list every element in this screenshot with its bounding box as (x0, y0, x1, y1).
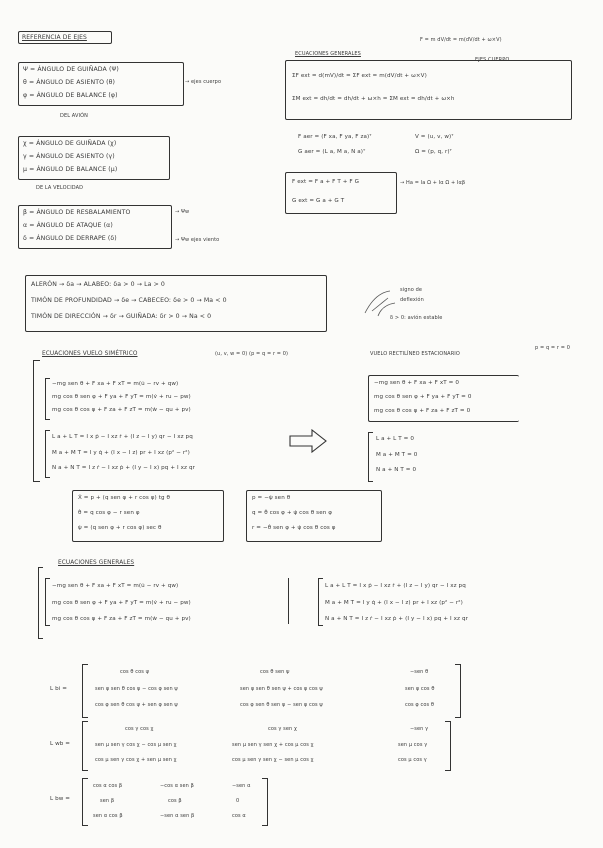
f-ext-note: → Ha = Ia Ω + Iα Ω + Iαβ (400, 180, 466, 186)
m1-r1c0: sen φ sen θ cos ψ − cos φ sen ψ (95, 686, 178, 692)
header-referencia-ejes: REFERENCIA DE EJES (22, 34, 87, 41)
m3-r1c1: cos β (168, 798, 182, 804)
wind-angle-chi: χ = ÁNGULO DE GUIÑADA (χ) (23, 140, 117, 147)
force-left-y: mg cos θ sen φ + F ya + F yT = m(v̇ + ru − pw) (52, 394, 191, 400)
m2-r1c1: sen μ sen γ sen χ + cos μ cos χ (232, 742, 314, 748)
m2-r1c2: sen μ cos γ (398, 742, 428, 748)
matrix3-bracket-right (262, 778, 268, 826)
body-caption: DEL AVIÓN (60, 113, 88, 119)
kin-right-1: p = −ψ̇ sen θ (252, 495, 291, 501)
matrix3-bracket-left (82, 778, 88, 826)
ejes-cuerpo-label: EJES CUERPO (475, 57, 510, 63)
eq-right-cond: p = q = r = 0 (535, 345, 570, 351)
sign-rule-elevator: TIMÓN DE PROFUNDIDAD → δe → CABECEO: δe > 0 → Ma < 0 (31, 297, 227, 304)
m2-r2c1: cos μ sen γ sen χ − sen μ cos χ (232, 757, 314, 763)
sum-box (285, 57, 572, 120)
gen-moment-n: N a + N T = I z ṙ − I xz ṗ + (I y − I x) pq + I xz qr (325, 616, 468, 622)
force-right-x: −mg sen θ + F xa + F xT = 0 (374, 380, 460, 386)
gen-force-z: mg cos θ cos φ + F za + F zT = m(ẇ − qu + pv) (52, 616, 191, 622)
m1-r2c0: cos φ sen θ cos ψ + sen φ sen ψ (95, 702, 178, 708)
m1-r0c1: cos θ sen ψ (260, 669, 290, 675)
matrix1-bracket-left (82, 664, 88, 718)
kin-left-3: ψ̇ = (q sen φ + r cos φ) sec θ (78, 525, 162, 531)
moment-right-n: N a + N T = 0 (376, 467, 417, 473)
kin-right-3: r = −θ̇ sen φ + ψ̇ cos θ cos φ (252, 525, 336, 531)
aero-angle-delta: δ = ÁNGULO DE DERRAPE (δ) (23, 235, 117, 242)
gen-force-x: −mg sen θ + F xa + F xT = m(u̇ − rv + qw) (52, 583, 179, 589)
m3-r2c2: cos α (232, 813, 246, 819)
body-angle-theta: θ = ÁNGULO DE ASIENTO (θ) (23, 79, 116, 86)
m1-r2c1: cos φ sen θ sen ψ − sen φ cos ψ (240, 702, 323, 708)
sign-rule-aileron: ALERÓN → δa → ALABEO: δa > 0 → La > 0 (31, 281, 165, 288)
m3-r1c2: 0 (236, 798, 240, 804)
eq-right-header: VUELO RECTILÍNEO ESTACIONARIO (370, 351, 460, 357)
right-header: ECUACIONES GENERALES (295, 51, 361, 57)
m3-r0c2: −sen α (232, 783, 251, 789)
m2-r2c0: cos μ sen γ cos χ + sen μ sen χ (95, 757, 177, 763)
moment-left-n: N a + N T = I z ṙ − I xz ṗ + (I y − I x) pq + I xz qr (52, 465, 195, 471)
force-right-y: mg cos θ sen φ + F ya + F yT = 0 (374, 394, 472, 400)
general-moments-bracket (318, 578, 323, 626)
m3-r2c1: −sen α sen β (160, 813, 195, 819)
gen-force-y: mg cos θ sen φ + F ya + F yT = m(v̇ + ru − pw) (52, 600, 191, 606)
m1-r2c2: cos φ cos θ (405, 702, 435, 708)
kin-left-1: Ẋ = p + (q sen φ + r cos φ) tg θ (78, 495, 171, 501)
body-angle-phi: φ = ÁNGULO DE BALANCE (φ) (23, 92, 118, 99)
wind-angle-gamma: γ = ÁNGULO DE ASIENTO (γ) (23, 153, 115, 160)
general-divider (288, 578, 289, 624)
sign-note-1: signo de (400, 287, 423, 293)
g-aer: G aer = (L a, M a, N a)ᵀ (298, 149, 366, 155)
wind-angle-mu: μ = ÁNGULO DE BALANCE (μ) (23, 166, 118, 173)
forces-left-bracket (45, 378, 50, 420)
g-ext: G ext = G a + G T (292, 198, 345, 204)
general-forces-bracket (45, 578, 50, 626)
f-aer: F aer = (F xa, F ya, F za)ᵀ (298, 134, 372, 140)
m2-r0c0: cos γ cos χ (125, 726, 154, 732)
matrix1-label: L bi = (50, 686, 68, 692)
body-note: → ejes cuerpo (185, 79, 222, 85)
eq-cond: (u, v, w = 0) (p = q = r = 0) (215, 351, 289, 357)
kin-right-2: q = θ̇ cos φ + ψ̇ cos θ sen φ (252, 510, 333, 516)
body-angle-psi: Ψ = ÁNGULO DE GUIÑADA (Ψ) (23, 66, 119, 73)
eq-bracket (33, 360, 40, 482)
arrow-icon (288, 428, 330, 454)
force-left-z: mg cos θ cos φ + F za + F zT = m(ẇ − qu + pv) (52, 407, 191, 413)
moment-right-m: M a + M T = 0 (376, 452, 418, 458)
matrix2-bracket-left (82, 721, 88, 771)
force-right-z: mg cos θ cos φ + F za + F zT = 0 (374, 408, 471, 414)
aero-note-2: → Ψw ejes viento (175, 237, 220, 243)
force-left-x: −mg sen θ + F xa + F xT = m(u̇ − rv + qw) (52, 381, 179, 387)
m1-r1c1: sen φ sen θ sen ψ + cos φ cos ψ (240, 686, 323, 692)
general-bracket (38, 567, 43, 639)
kin-left-2: θ̇ = q cos φ − r sen φ (78, 510, 140, 516)
matrix2-bracket-right (445, 721, 451, 771)
m1-r0c2: −sen θ (410, 669, 429, 675)
m1-r0c0: cos θ cos ψ (120, 669, 150, 675)
moments-right-bracket (368, 432, 373, 482)
wind-caption: DE LA VELOCIDAD (36, 185, 84, 191)
m3-r0c0: cos α cos β (93, 783, 123, 789)
aero-angle-beta: β = ÁNGULO DE RESBALAMIENTO (23, 209, 131, 216)
eq-header: ECUACIONES VUELO SIMÉTRICO (42, 351, 138, 357)
m2-r1c0: sen μ sen γ cos χ − cos μ sen χ (95, 742, 177, 748)
v-vector: V = (u, v, w)ᵀ (415, 134, 454, 140)
moment-right-l: L a + L T = 0 (376, 436, 414, 442)
sum-moments: ΣM ext = dh/dt = dh/dt + ω×h = ΣM ext = dh/dt + ω×h (292, 96, 455, 102)
gen-moment-l: L a + L T = I x ṗ − I xz ṙ + (I z − I y) qr − I xz pq (325, 583, 466, 589)
matrix1-bracket-right (455, 664, 461, 718)
header-box (18, 31, 112, 44)
m2-r2c2: cos μ cos γ (398, 757, 427, 763)
euler-top: F = m dV/dt = m(dV/dt + ω×V) (420, 37, 502, 43)
sign-note-2: deflexión (400, 297, 424, 303)
sign-rule-rudder: TIMÓN DE DIRECCIÓN → δr → GUIÑADA: δr > 0 → Na < 0 (31, 313, 212, 320)
moment-left-l: L a + L T = I x ṗ − I xz ṙ + (I z − I y) qr − I xz pq (52, 434, 193, 440)
m1-r1c2: sen φ cos θ (405, 686, 435, 692)
aero-angle-alpha: α = ÁNGULO DE ATAQUE (α) (23, 222, 113, 229)
m2-r0c2: −sen γ (410, 726, 429, 732)
f-ext: F ext = F a + F T + F G (292, 179, 360, 185)
gen-moment-m: M a + M T = I y q̇ + (I x − I z) pr + I xz (p² − r²) (325, 600, 463, 606)
sum-forces: ΣF ext = d(mV)/dt = ΣF ext = m(dV/dt + ω×V) (292, 73, 427, 79)
general-header: ECUACIONES GENERALES (58, 560, 135, 566)
sign-note-3: δ > 0: avión estable (390, 315, 443, 321)
aero-note-1: → Ψw (175, 209, 190, 215)
m3-r1c0: sen β (100, 798, 115, 804)
m3-r0c1: −cos α sen β (160, 783, 194, 789)
m3-r2c0: sen α cos β (93, 813, 123, 819)
moments-left-bracket (45, 430, 50, 478)
omega-vector: Ω = (p, q, r)ᵀ (415, 149, 452, 155)
moment-left-m: M a + M T = I y q̇ + (I x − I z) pr + I xz (p² − r²) (52, 450, 190, 456)
matrix3-label: L bw = (50, 796, 71, 802)
m2-r0c1: cos γ sen χ (268, 726, 297, 732)
matrix2-label: L wb = (50, 741, 71, 747)
